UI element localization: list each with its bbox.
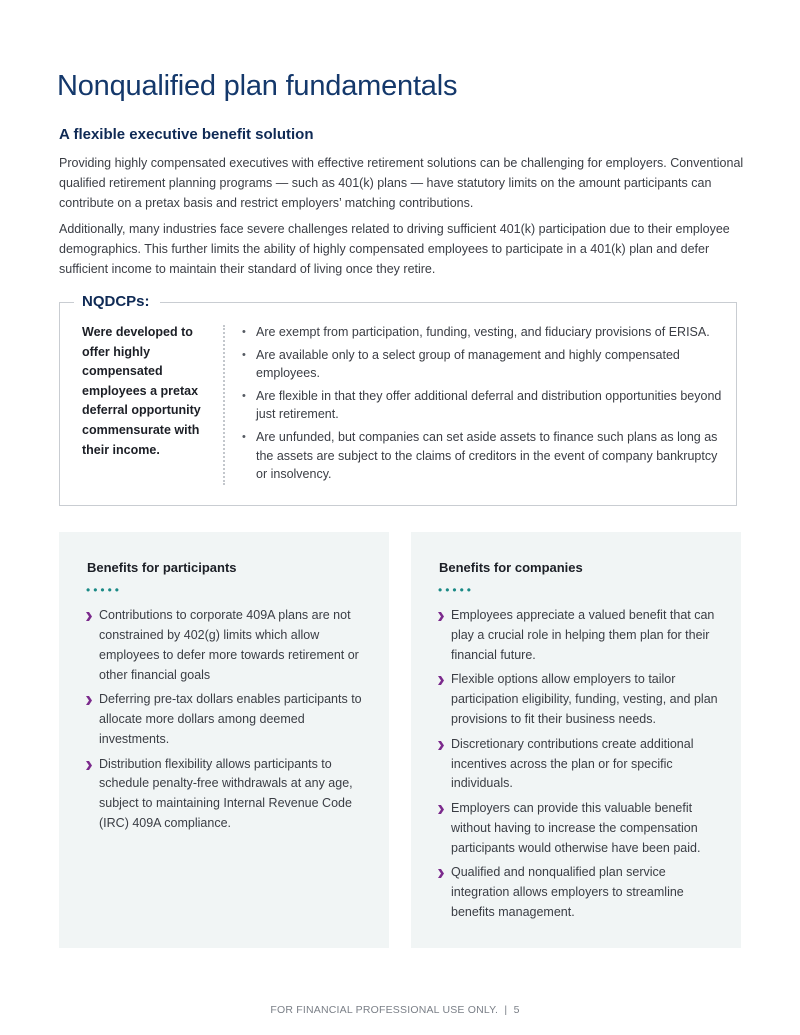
nqdcp-label: NQDCPs: [74,291,160,313]
chevron-right-icon [438,612,444,621]
page-footer [0,1004,790,1016]
companies-benefits-panel [411,532,741,948]
list-item [242,346,722,383]
intro-paragraph: Additionally, many industries face severe challenges related to driving sufficient 401(k) participation due to their employee demographics. This further limits the ability of highly compensated employees to participate in a 401(k) plan and defer sufficient income to maintain their standard of living once they retire. [59,222,730,276]
intro-paragraph: Providing highly compensated executives with effective retirement solutions can be challenging for employers. Conventional qualified retirement planning programs — such as 401(k) plans — have statutory limits on the amount participants can contribute on a pretax basis and restrict employers’ matching contributions. [59,156,744,210]
chevron-right-icon [86,761,92,770]
bullet-dot-icon: • [242,326,246,338]
bullet-dot-icon: • [242,430,246,443]
list-item [242,387,722,424]
intro-text [59,153,749,285]
list-item [242,323,722,342]
dotted-accent: ••••• [438,583,475,597]
list-item [438,670,718,730]
list-item-text: Distribution flexibility allows participants to schedule penalty-free withdrawals at any age, subject to maintaining Internal Revenue Code (IRC) 409A compliance. [99,756,353,831]
nqdcp-box [59,293,737,506]
list-item-text: Discretionary contributions create additional incentives across the plan or for specific individuals. [451,736,694,791]
list-item-text: Are available only to a select group of management and highly compensated employees. [256,347,680,381]
chevron-right-icon [438,676,444,685]
panel-heading: Benefits for participants [87,560,237,575]
chevron-right-icon [86,696,92,705]
list-item-text: Contributions to corporate 409A plans are not constrained by 402(g) limits which allow employees to defer more towards retirement or other financial goals [99,608,359,682]
companies-benefits-list [438,606,718,928]
footer-notice: FOR FINANCIAL PROFESSIONAL USE ONLY. [270,1004,499,1016]
page-number: 5 [513,1004,520,1016]
bullet-dot-icon: • [242,348,246,361]
list-item [86,690,366,750]
list-item-text: Employees appreciate a valued benefit that can play a crucial role in helping them plan for their financial future. [451,608,715,662]
list-item-text: Flexible options allow employers to tailor participation eligibility, funding, vesting, and plan provisions to fit their business needs. [451,672,718,727]
list-item-text: Employers can provide this valuable benefit without having to increase the compensation participants would otherwise have been paid. [451,800,701,855]
list-item [438,799,718,859]
participants-benefits-panel [59,532,389,948]
nqdcp-bullet-list [242,323,722,488]
nqdcp-summary: Were developed to offer highly compensated employees a pretax deferral opportunity commensurate with their income. [82,325,201,457]
chevron-right-icon [438,869,444,878]
list-item [438,606,718,666]
list-item [86,755,366,835]
list-item-text: Are flexible in that they offer additional deferral and distribution opportunities beyond just retirement. [256,388,722,422]
dotted-accent: ••••• [86,583,123,597]
panel-heading: Benefits for companies [439,560,583,575]
list-item-text: Qualified and nonqualified plan service integration allows employers to streamline benefits management. [451,865,684,920]
chevron-right-icon [438,741,444,750]
list-item-text: Deferring pre-tax dollars enables participants to allocate more dollars among deemed investments. [99,692,362,747]
participants-benefits-list [86,606,366,839]
chevron-right-icon [438,805,444,814]
chevron-right-icon [86,612,92,621]
footer-separator: | [504,1004,508,1016]
list-item [242,428,722,484]
list-item-text: Are exempt from participation, funding, vesting, and fiduciary provisions of ERISA. [256,325,710,339]
list-item-text: Are unfunded, but companies can set aside assets to finance such plans as long as the assets are subject to the claims of creditors in the event of company bankruptcy or insolvency. [256,429,718,482]
bullet-dot-icon: • [242,389,246,402]
list-item [438,735,718,795]
list-item [438,863,718,923]
list-item [86,606,366,686]
page-title: Nonqualified plan fundamentals [57,70,458,102]
dotted-divider [223,325,225,485]
section-heading: A flexible executive benefit solution [59,126,314,143]
